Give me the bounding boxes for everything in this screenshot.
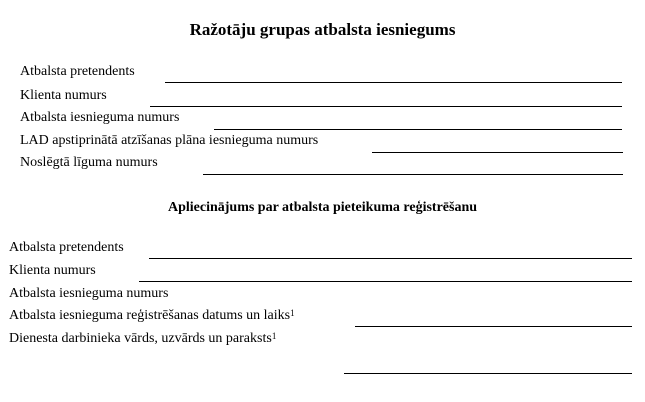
field-label-darbinieka-paraksts-text: Dienesta darbinieka vārds, uzvārds un paraksts [9, 331, 272, 346]
fill-line-liguma-numurs[interactable] [203, 174, 623, 175]
section2-title: Apliecinājums par atbalsta pieteikuma reģistrēšanu [167, 200, 478, 215]
fill-line-atbalsta-pretendents[interactable] [165, 82, 622, 83]
field-label-atbalsta-pretendents-2: Atbalsta pretendents [9, 240, 124, 255]
field-label-klienta-numurs-2: Klienta numurs [9, 263, 96, 278]
field-label-iesnieguma-numurs-2: Atbalsta iesnieguma numurs [9, 286, 169, 301]
fill-line-klienta-numurs-2[interactable] [139, 281, 632, 282]
footnote-marker: 1 [271, 331, 277, 341]
document-title: Ražotāju grupas atbalsta iesniegums [189, 20, 456, 39]
fill-line-darbinieka-paraksts[interactable] [344, 373, 632, 374]
field-label-iesnieguma-numurs: Atbalsta iesnieguma numurs [20, 110, 180, 125]
field-label-atbalsta-pretendents: Atbalsta pretendents [20, 64, 135, 79]
field-label-klienta-numurs: Klienta numurs [20, 88, 107, 103]
footnote-marker: 1 [290, 308, 295, 318]
field-label-lad-plana-numurs: LAD apstiprinātā atzīšanas plāna iesnieguma numurs [20, 133, 319, 148]
field-label-darbinieka-paraksts [9, 331, 276, 347]
fill-line-klienta-numurs[interactable] [150, 106, 622, 107]
field-label-registresanas-datums-text: Atbalsta iesnieguma reģistrēšanas datums un laiks [9, 308, 291, 323]
fill-line-registresanas-datums[interactable] [355, 326, 632, 327]
fill-line-iesnieguma-numurs[interactable] [214, 129, 622, 130]
field-label-registresanas-datums [9, 308, 295, 324]
fill-line-atbalsta-pretendents-2[interactable] [149, 258, 632, 259]
field-label-liguma-numurs: Noslēgtā līguma numurs [20, 155, 158, 170]
fill-line-lad-plana-numurs[interactable] [372, 152, 623, 153]
